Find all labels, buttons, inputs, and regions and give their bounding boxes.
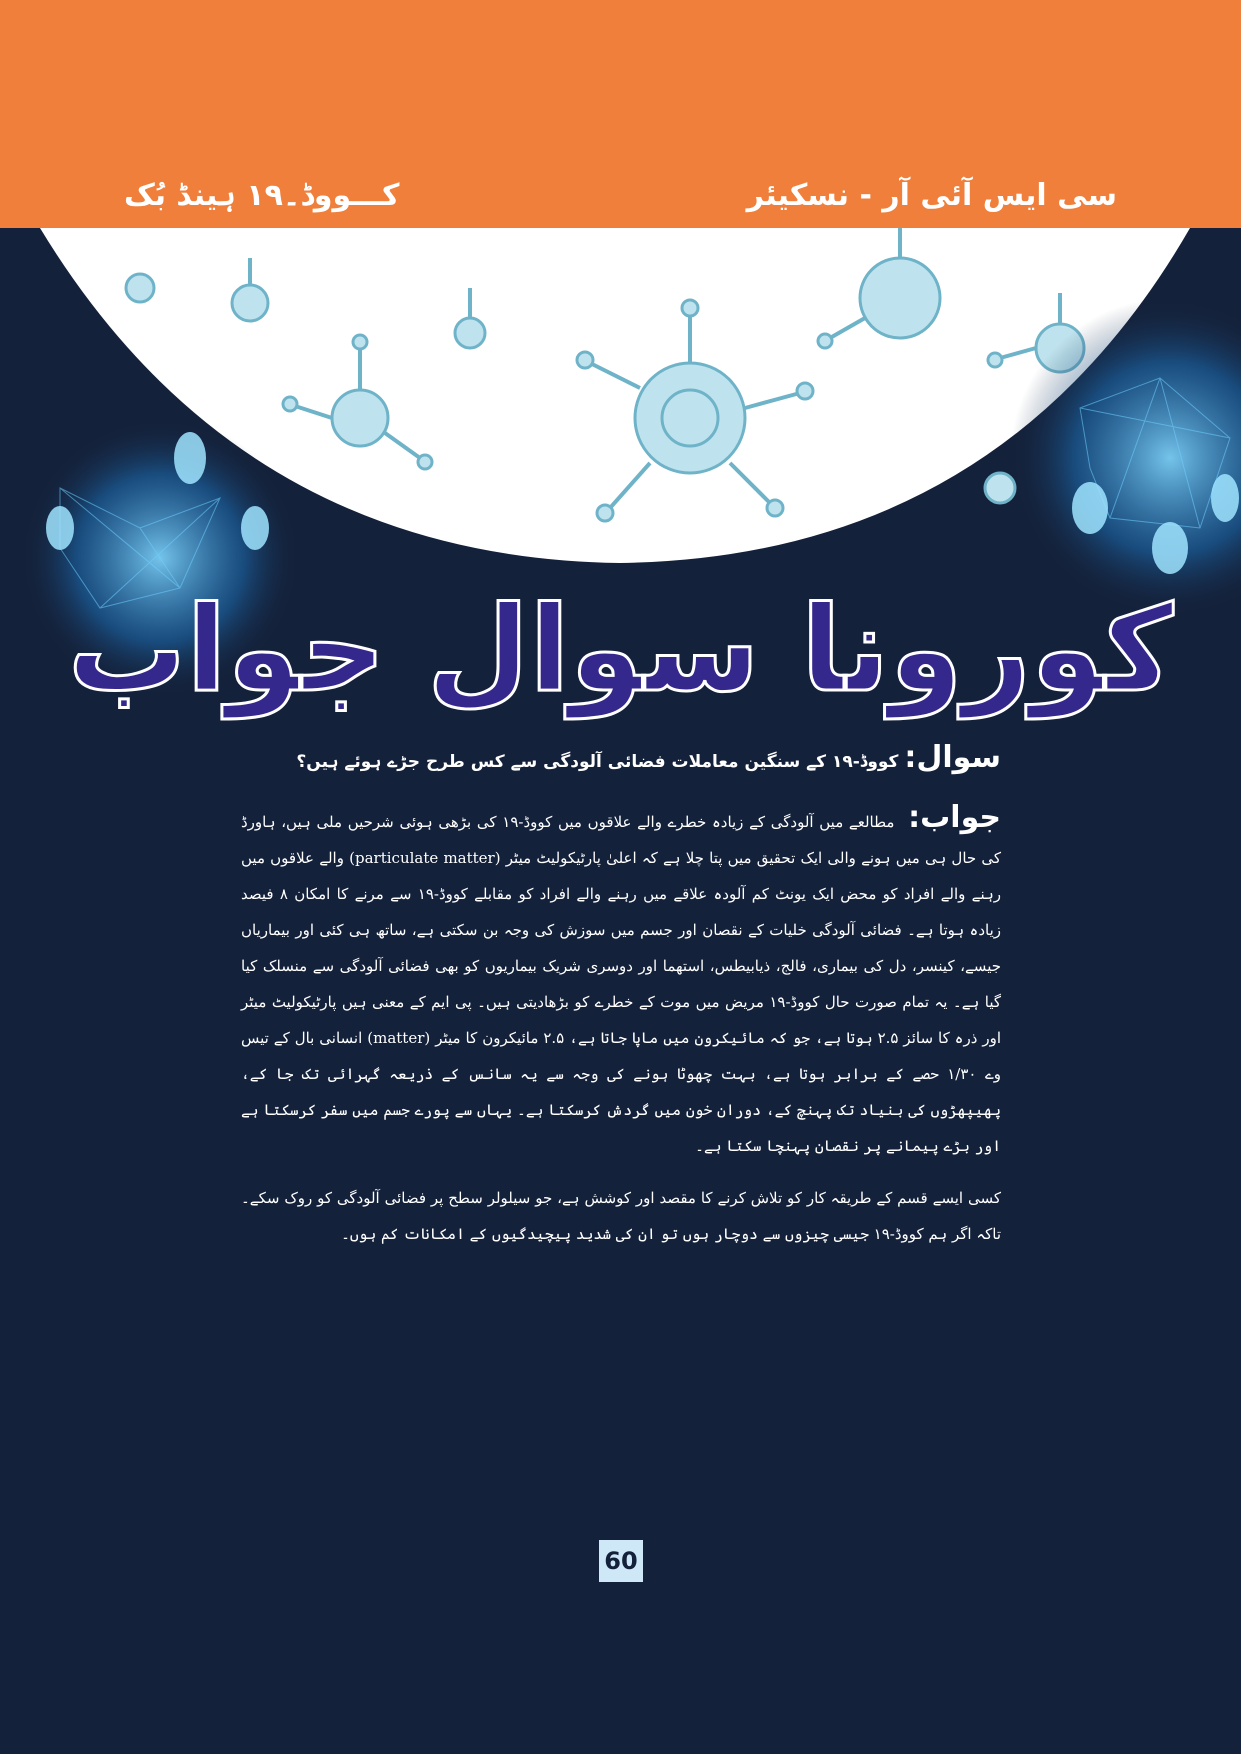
page-number: 60 — [599, 1540, 643, 1582]
answer-paragraph-1-text: مطالعے میں آلودگی کے زیادہ خطرے والے علاقوں میں کووڈ-۱۹ کی بڑھی ہوئی شرحیں ملی ہیں، ہاورڈ کی حال ہی میں ہونے والی ایک تحقیق میں پتا چلا ہے کہ اعلیٰ پارٹیکولیٹ میٹر (particulate matter) والے علاقوں میں رہنے والے افراد کو محض ایک یونٹ کم آلودہ علاقے میں رہنے والے افراد کو مقابلے کووڈ-۱۹ سے مرنے کا امکان ۸ فیصد زیادہ ہوتا ہے۔ فضائی آلودگی خلیات کے نقصان اور جسم میں سوزش کی وجہ بن سکتی ہے، ساتھ ہی کئی اور بیماریاں جیسے، کینسر، دل کی بیماری، فالج، ذیابیطس، استھما اور دوسری شریک بیماریوں کو بھی فضائی آلودگی سے منسلک کیا گیا ہے۔ یہ تمام صورت حال کووڈ-۱۹ مریض میں موت کے خطرے کو بڑھادیتی ہیں۔ پی ایم کے معنی ہیں پارٹیکولیٹ میٹر اور ذرہ کا سائز ۲.۵ ہوتا ہے، جو کہ مائیکرون میں ماپا جاتا ہے، ۲.۵ مائیکرون کا میٹر (matter) انسانی بال کے تیس وے ۱/۳۰ حصے کے برابر ہوتا ہے، بہت چھوٹا ہونے کی وجہ سے یہ سانس کے ذریعہ گہرائی تک جا کے، پھیپھڑوں کی بنیاد تک پہنچ کے، دوران خون میں گردش کرسکتا ہے۔ یہاں سے پورے جسم میں سفر کرسکتا ہے اور بڑے پیمانے پر نقصان پہنچا سکتا ہے۔ — [241, 813, 1002, 1155]
header-publisher: سی ایس آئی آر - نسکیئر — [746, 178, 1117, 213]
answer-block — [241, 800, 1001, 1268]
question-label: سوال: — [904, 740, 1001, 775]
answer-label: جواب: — [908, 800, 1001, 835]
header-bar — [0, 0, 1241, 228]
answer-paragraph-1 — [241, 800, 1001, 1164]
answer-paragraph-2: کسی ایسے قسم کے طریقہ کار کو تلاش کرنے کا مقصد اور کوشش ہے، جو سیلولر سطح پر فضائی آلودگی کو روک سکے۔ تاکہ اگر ہم کووڈ-۱۹ جیسی چیزوں سے دوچار ہوں تو ان کی شدید پیچیدگیوں کے امکانات کم ہوں۔ — [241, 1189, 1001, 1243]
question-block — [241, 740, 1001, 775]
main-title: کورونا سوال جواب — [67, 580, 1174, 718]
header-book-title: کـــووڈ۔۱۹ ہینڈ بُک — [124, 178, 400, 213]
question-text: کووڈ-۱۹ کے سنگین معاملات فضائی آلودگی سے کس طرح جڑے ہوئے ہیں؟ — [296, 752, 899, 772]
